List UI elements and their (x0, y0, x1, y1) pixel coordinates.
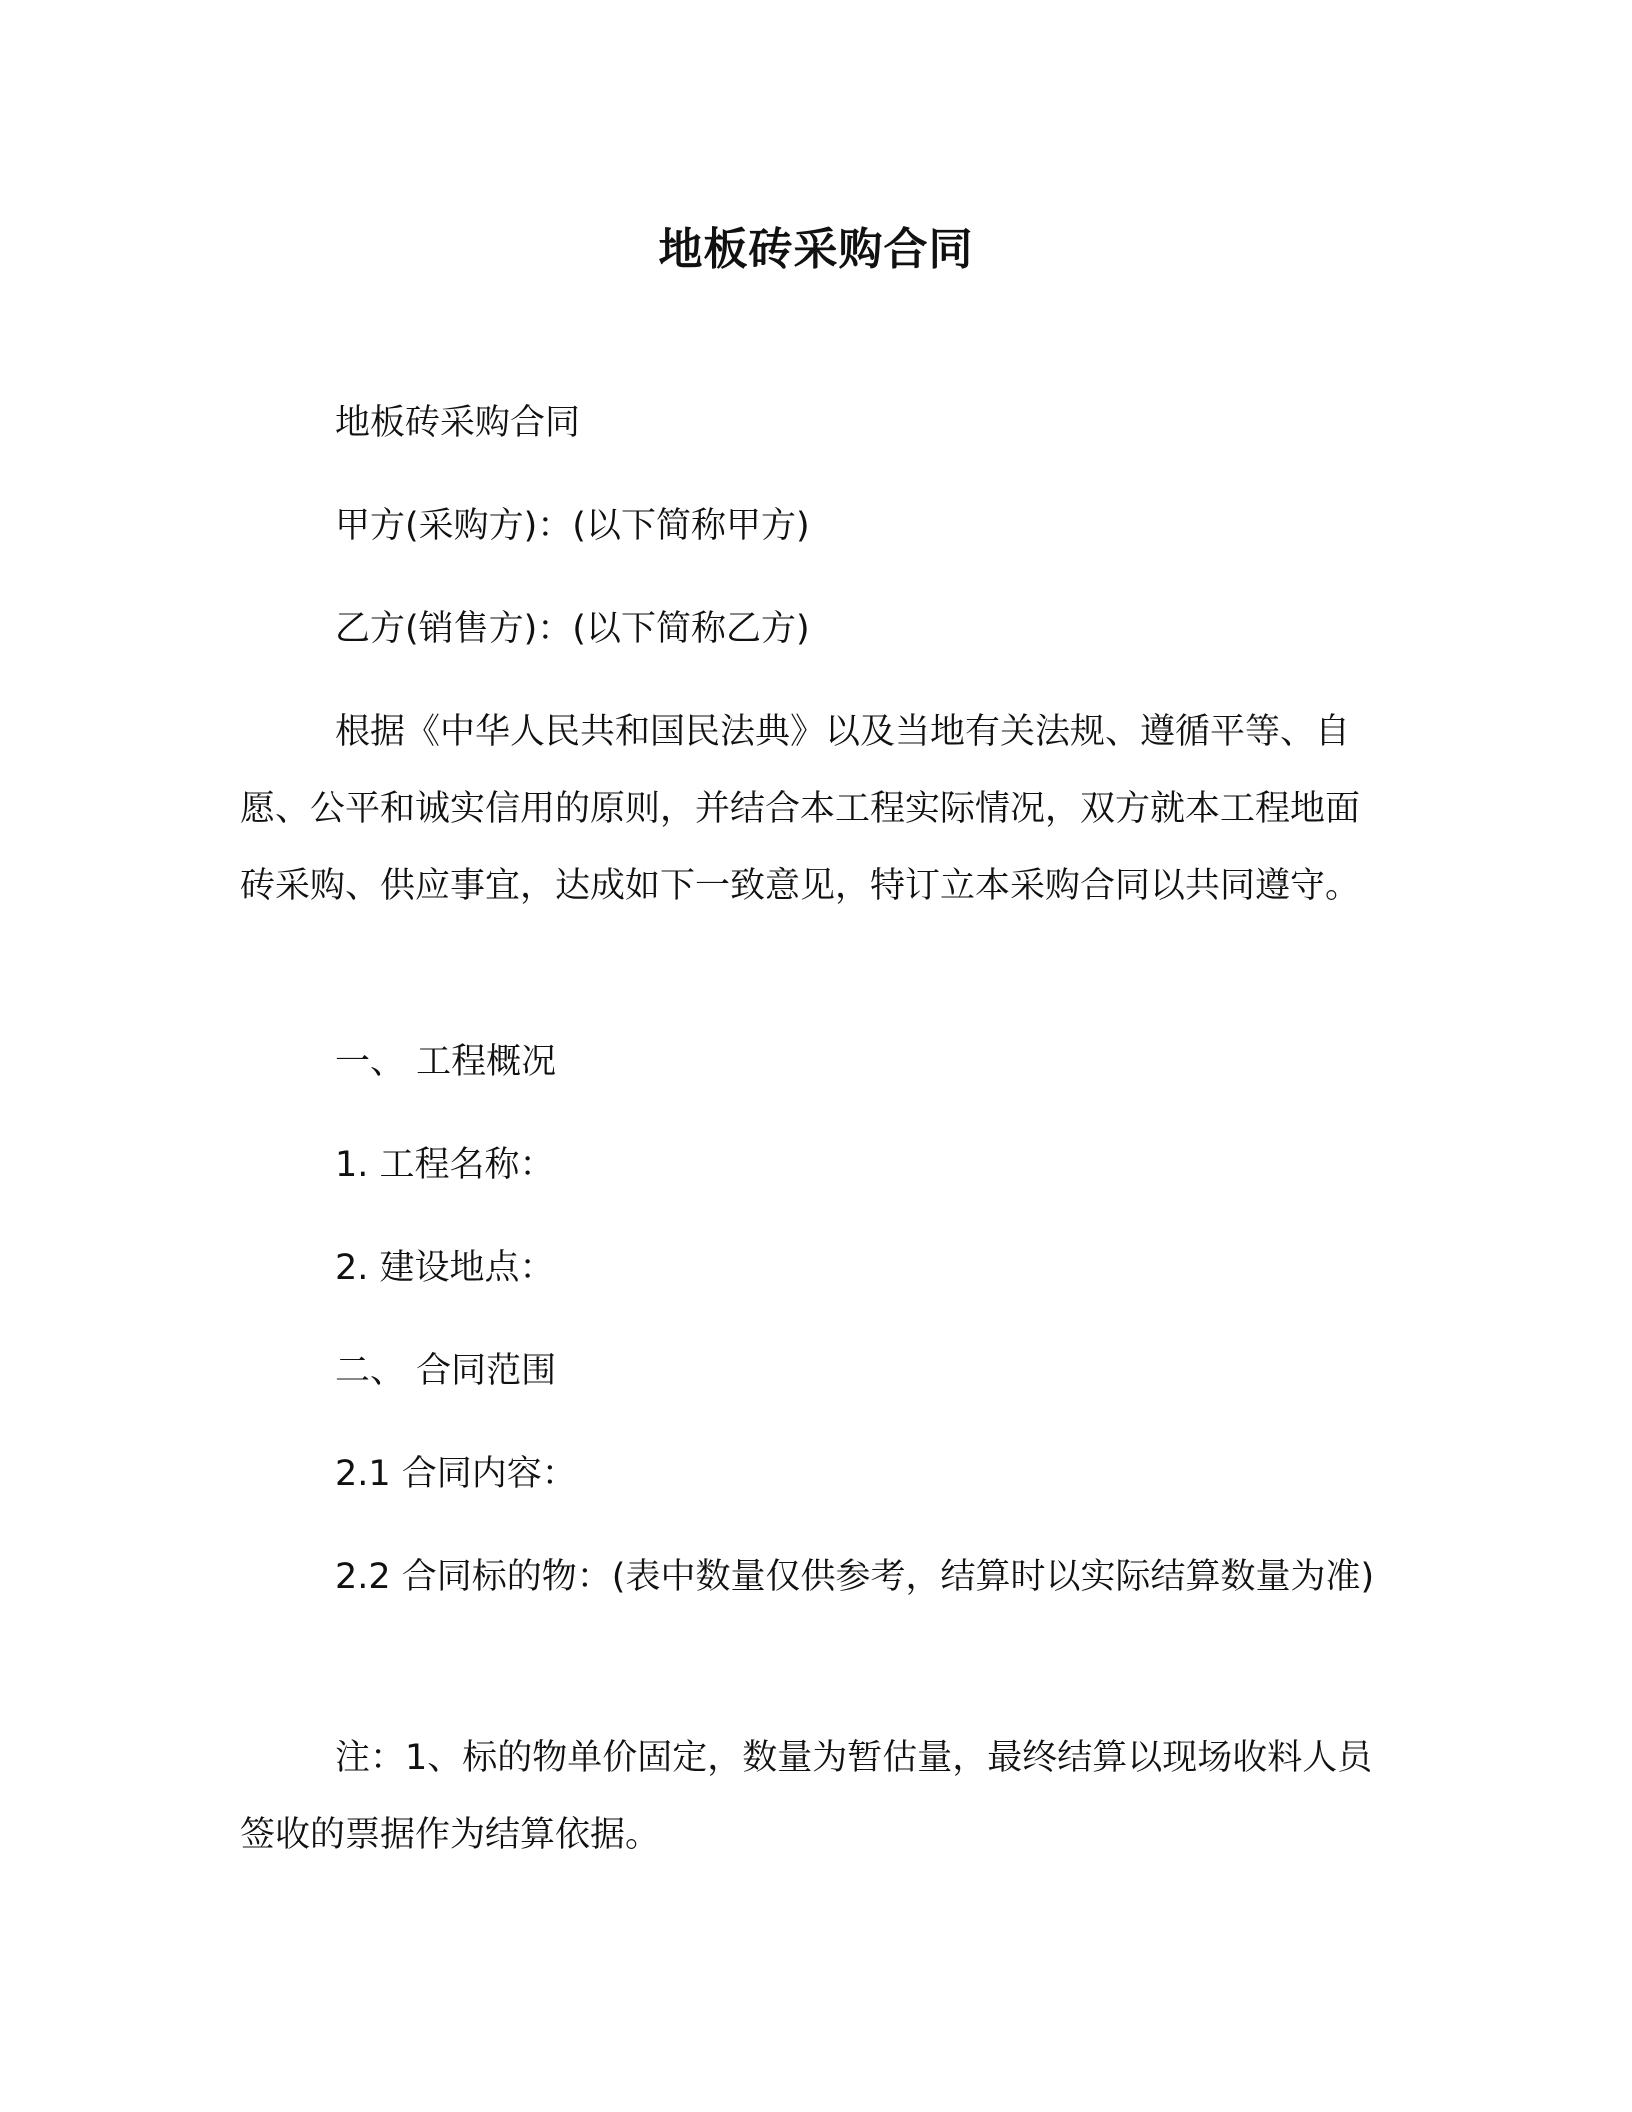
section-1-heading: 一、 工程概况 (335, 1042, 557, 1082)
construction-site-line: 2. 建设地点： (335, 1248, 555, 1288)
document-title: 地板砖采购合同 (658, 224, 974, 275)
party-a-line: 甲方(采购方)：(以下简称甲方) (335, 506, 810, 546)
project-name-line: 1. 工程名称： (335, 1145, 555, 1185)
preamble-paragraph: 根据《中华人民共和国民法典》以及当地有关法规、遵循平等、自愿、公平和诚实信用的原则，并结合本工程实际情况，双方就本工程地面砖采购、供应事宜，达成如下一致意见，特订立本采购合同以共同遵守。 (240, 712, 1361, 906)
note-paragraph: 注：1、标的物单价固定，数量为暂估量，最终结算以现场收料人员签收的票据作为结算依据。 (240, 1738, 1373, 1855)
section-2-heading: 二、 合同范围 (335, 1351, 557, 1391)
contract-content-line: 2.1 合同内容： (335, 1454, 577, 1494)
subtitle-paragraph: 地板砖采购合同 (335, 403, 581, 443)
party-b-line: 乙方(销售方)：(以下简称乙方) (335, 609, 810, 649)
contract-subject-paragraph: 2.2 合同标的物：(表中数量仅供参考，结算时以实际结算数量为准) (335, 1557, 1375, 1597)
